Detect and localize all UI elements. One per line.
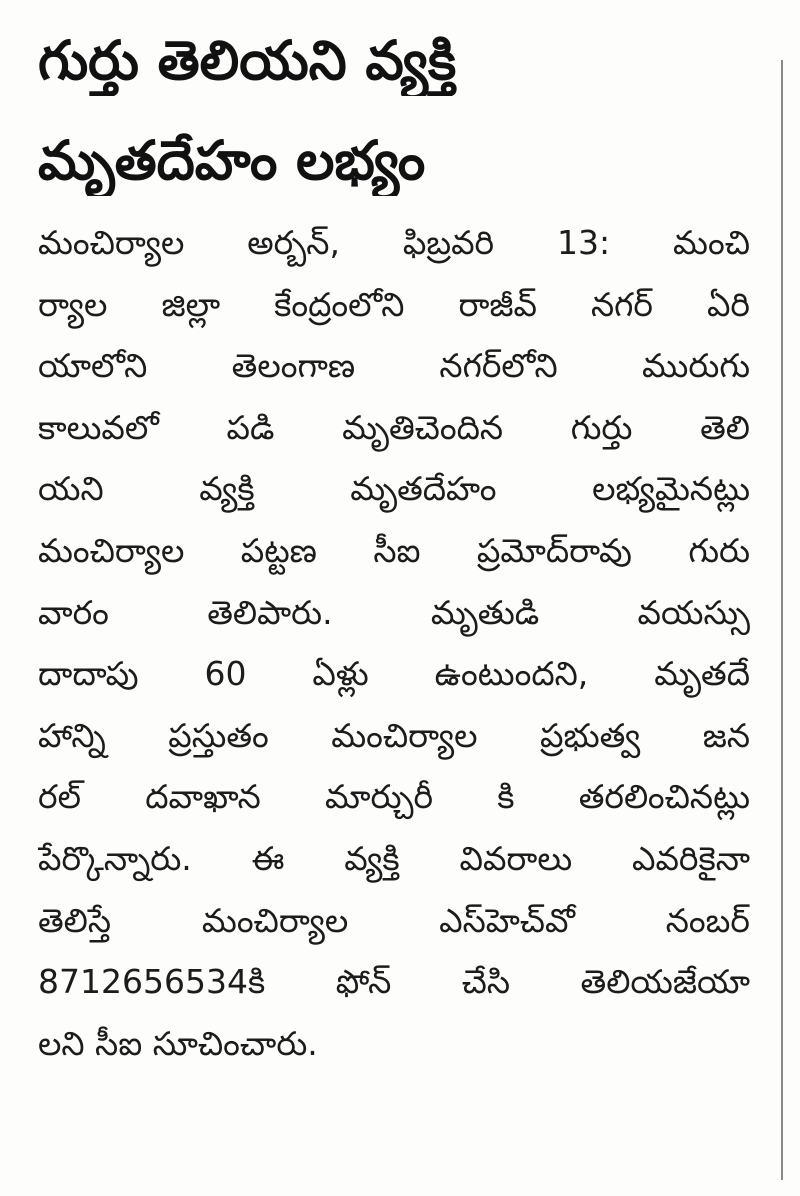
column-divider bbox=[781, 60, 783, 1180]
headline-line-1: గుర్తు తెలియని వ్యక్తి bbox=[38, 29, 457, 92]
body-line: పేర్కొన్నారు. ఈ వ్యక్తి వివరాలు ఎవరికైనా bbox=[38, 838, 750, 878]
body-line: మంచిర్యాల పట్టణ సీఐ ప్రమోద్‌రావు గురు bbox=[38, 530, 750, 570]
body-line: రల్ దవాఖాన మార్చురీ కి తరలించినట్లు bbox=[38, 777, 750, 817]
headline-line-2: మృతదేహం లభ్యం bbox=[38, 129, 426, 192]
body-line: యాలోని తెలంగాణ నగర్‌లోని మురుగు bbox=[38, 346, 750, 386]
body-line: దాదాపు 60 ఏళ్లు ఉంటుందని, మృతదే bbox=[38, 654, 750, 694]
body-line: కాలువలో పడి మృతిచెందిన గుర్తు తెలి bbox=[38, 407, 750, 447]
body-line: యని వ్యక్తి మృతదేహం లభ్యమైనట్లు bbox=[38, 469, 750, 509]
body-line: వారం తెలిపారు. మృతుడి వయస్సు bbox=[38, 592, 750, 632]
body-line: ర్యాల జిల్లా కేంద్రంలోని రాజీవ్ నగర్ ఏరి bbox=[38, 284, 750, 324]
body-line: మంచిర్యాల అర్బన్, ఫిబ్రవరి 13: మంచి bbox=[38, 223, 750, 262]
article-body bbox=[38, 212, 750, 1074]
body-line: 8712656534కి ఫోన్ చేసి తెలియజేయా bbox=[38, 962, 750, 1002]
body-line: తెలిస్తే మంచిర్యాల ఎస్‌హెచ్‌వో నంబర్ bbox=[38, 900, 750, 940]
body-line: లని సీఐ సూచించారు. bbox=[38, 1023, 318, 1063]
body-line: హాన్ని ప్రస్తుతం మంచిర్యాల ప్రభుత్వ జన bbox=[38, 715, 750, 755]
